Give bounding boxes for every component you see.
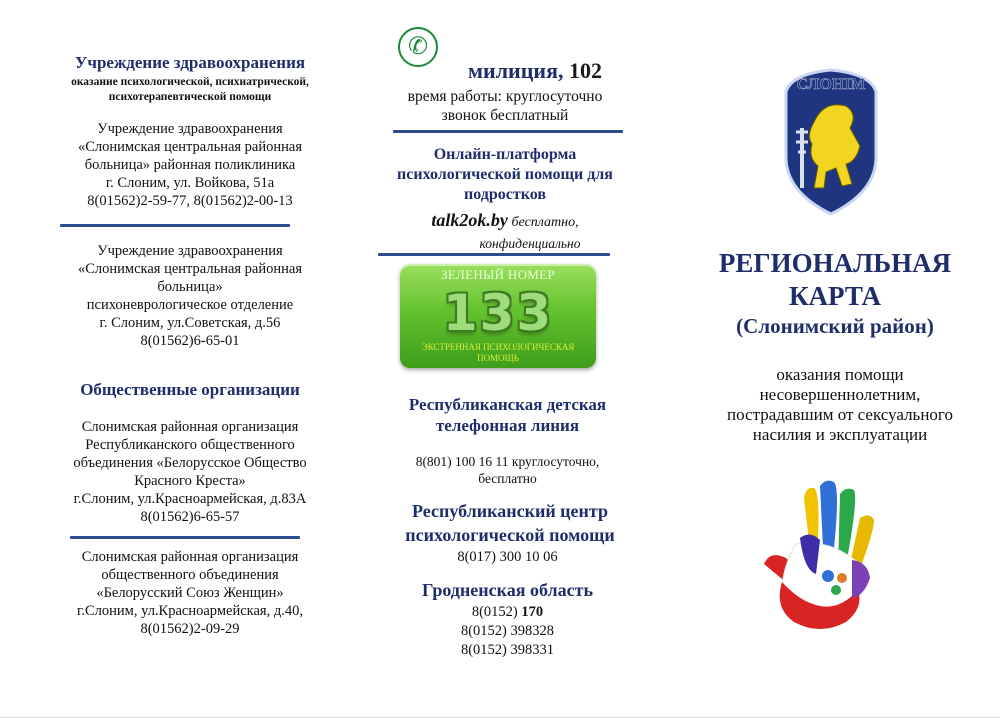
green-number-button[interactable]: [400, 264, 596, 368]
grodno-title: Гродненская область: [422, 580, 593, 600]
police-label: милиция,: [468, 58, 564, 83]
health-subtitle-2: психотерапевтической помощи: [108, 91, 272, 103]
org2-line: психоневрологическое отделение: [86, 297, 294, 313]
police-free: звонок бесплатный: [441, 107, 569, 124]
grodno-phone-3: 8(0152) 398331: [460, 642, 555, 658]
desc-line: несовершеннолетним,: [759, 385, 921, 404]
online-site-link[interactable]: talk2ok.by: [431, 210, 508, 230]
green-number-sub-1: ЭКСТРЕННАЯ ПСИХОЛОГИЧЕСКАЯ: [421, 342, 575, 352]
online-title-line: психологической помощи для: [397, 166, 613, 183]
center-title: Республиканский центр: [412, 501, 608, 521]
public-orgs-title: Общественные организации: [80, 380, 300, 399]
title-line-3: (Слонимский район): [736, 314, 934, 338]
health-title: Учреждение здравоохранения: [74, 53, 306, 72]
phone-icon: ✆: [398, 27, 438, 67]
police-number: 102: [568, 58, 602, 83]
org4-line: общественного объединения: [101, 567, 279, 583]
online-site-line: [375, 211, 635, 232]
online-title-line: подростков: [464, 186, 546, 203]
divider: [60, 224, 290, 227]
divider: [393, 130, 623, 133]
center-title: психологической помощи: [405, 525, 615, 545]
online-title-line: Онлайн-платформа: [433, 146, 577, 163]
grodno-phone-1: [375, 603, 640, 621]
org3-line: Красного Креста»: [134, 473, 246, 489]
green-number-sub-2: ПОМОЩЬ: [477, 353, 519, 363]
org1-line: «Слонимская центральная районная: [77, 139, 303, 155]
org1-line: Учреждение здравоохранения: [97, 121, 283, 137]
police-line: [445, 58, 625, 84]
police-hours: время работы: круглосуточно: [407, 88, 603, 105]
org4-line: 8(01562)2-09-29: [140, 621, 240, 637]
colorful-hand-print-icon: [760, 478, 910, 638]
org2-line: г. Слоним, ул.Советская, д.56: [99, 315, 281, 331]
slonim-coat-of-arms-icon: [776, 62, 886, 220]
desc-line: насилия и эксплуатации: [752, 425, 928, 444]
org1-line: больница» районная поликлиника: [84, 157, 296, 173]
title-line-2: КАРТА: [788, 281, 882, 311]
org3-line: объединения «Белорусское Общество: [73, 455, 307, 471]
divider: [378, 253, 610, 256]
org2-line: 8(01562)6-65-01: [140, 333, 240, 349]
org3-line: Республиканского общественного: [85, 437, 295, 453]
health-subtitle-1: оказание психологической, психиатрической,: [71, 76, 309, 88]
desc-line: пострадавшим от сексуального: [727, 405, 953, 424]
child-line-info: 8(801) 100 16 11 круглосуточно,: [415, 454, 600, 469]
green-number-label: ЗЕЛЕНЫЙ НОМЕР: [441, 267, 555, 282]
child-line-title: Республиканская детская: [408, 395, 607, 414]
divider: [70, 536, 300, 539]
org1-line: 8(01562)2-59-77, 8(01562)2-00-13: [87, 193, 293, 209]
org4-line: г.Слоним, ул.Красноармейская, д.40,: [77, 603, 303, 619]
org1-line: г. Слоним, ул. Войкова, 51а: [105, 175, 275, 191]
online-conf: конфиденциально: [479, 236, 581, 251]
org2-line: «Слонимская центральная районная: [77, 261, 303, 277]
online-free: бесплатно,: [511, 215, 579, 230]
grodno-phone-1-prefix: 8(0152): [471, 604, 518, 620]
org3-line: 8(01562)6-65-57: [140, 509, 240, 525]
grodno-phone-2: 8(0152) 398328: [460, 623, 555, 639]
child-line-title: телефонная линия: [435, 416, 580, 435]
org3-line: Слонимская районная организация: [81, 419, 299, 435]
org2-line: Учреждение здравоохранения: [97, 243, 283, 259]
org4-line: «Белорусский Союз Женщин»: [96, 585, 284, 601]
org2-line: больница»: [157, 279, 223, 295]
org3-line: г.Слоним, ул.Красноармейская, д.83А: [73, 491, 307, 507]
desc-line: оказания помощи: [776, 365, 904, 384]
crest-text: СЛОНІМ: [796, 76, 866, 93]
org4-line: Слонимская районная организация: [81, 549, 299, 565]
grodno-phone-1-num: 170: [521, 604, 544, 620]
center-phone: 8(017) 300 10 06: [457, 549, 558, 565]
child-line-info: бесплатно: [478, 471, 537, 486]
title-line-1: РЕГИОНАЛЬНАЯ: [718, 248, 952, 278]
green-number-value: 133: [442, 284, 554, 342]
